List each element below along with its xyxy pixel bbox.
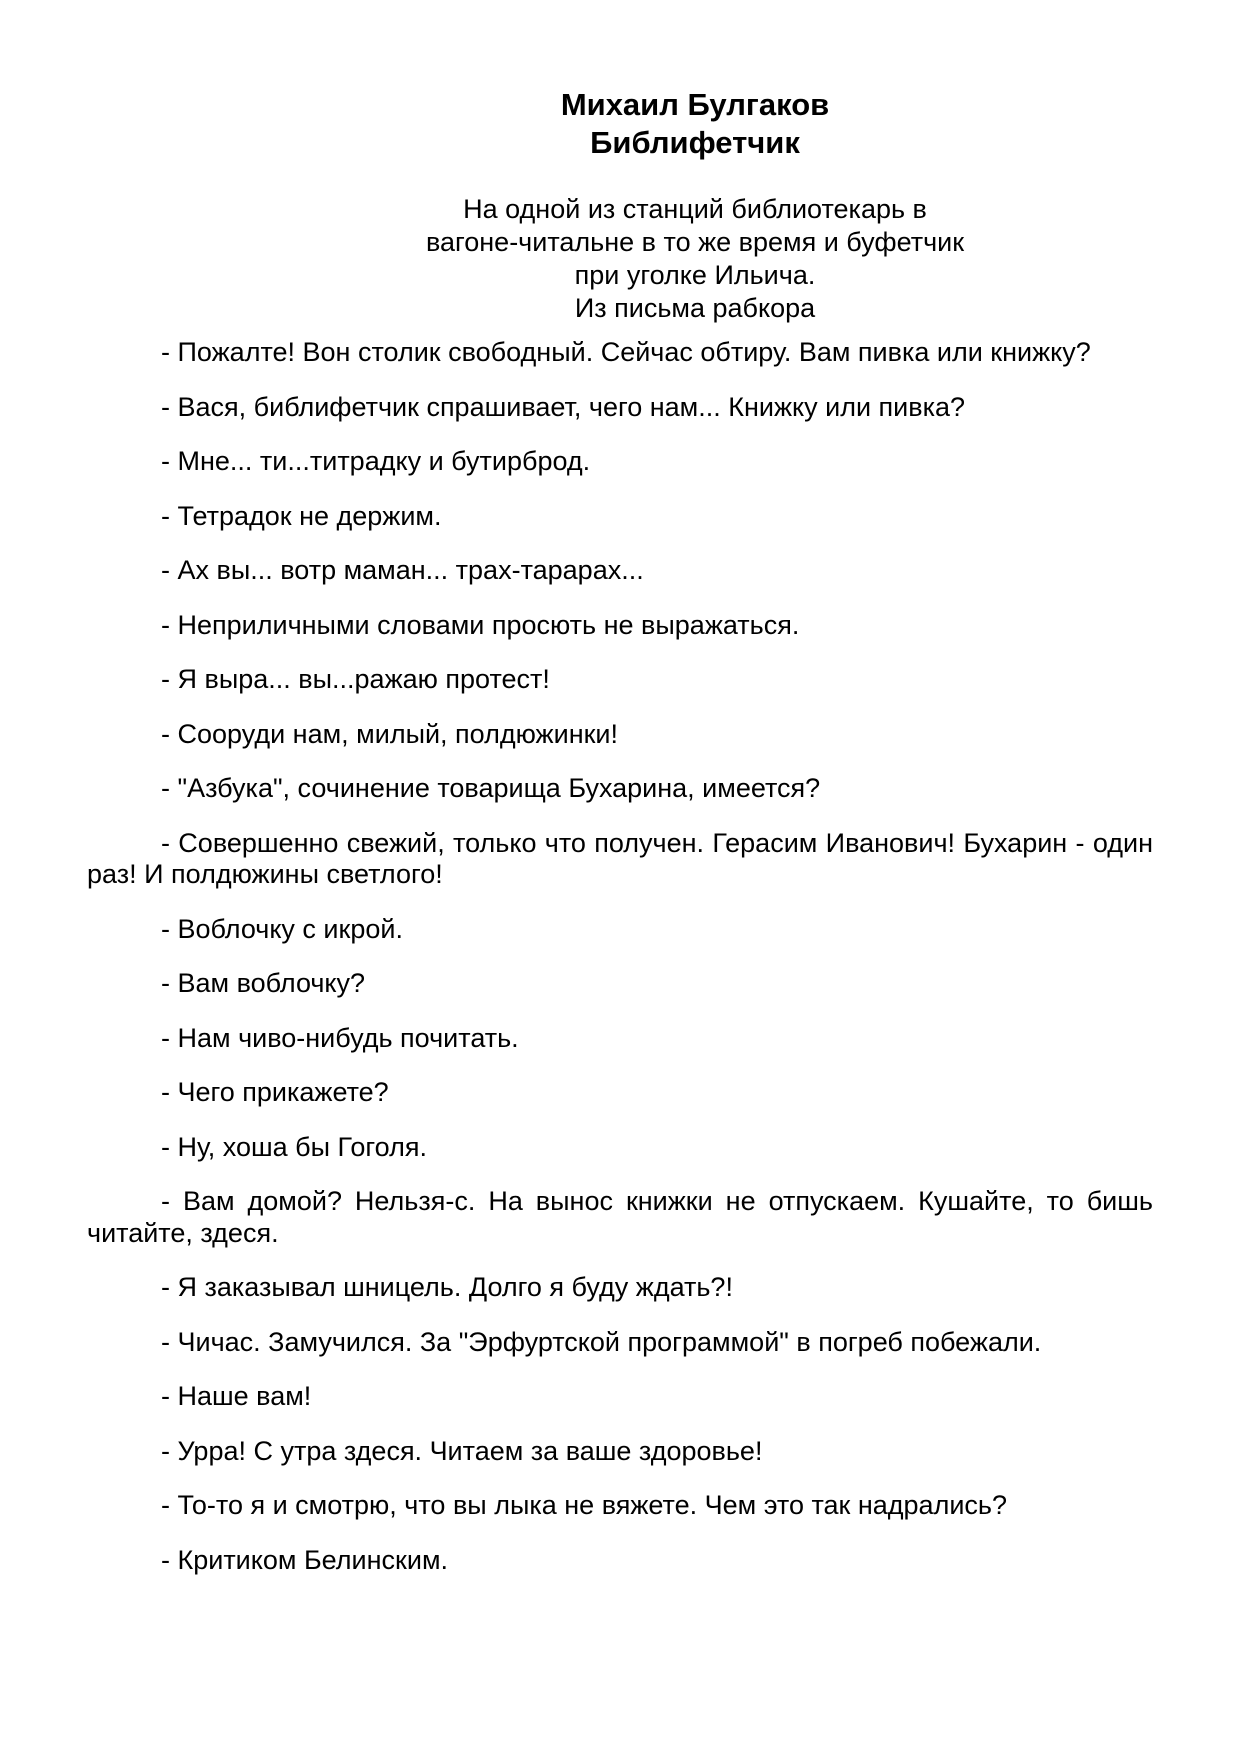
dialogue-line: - Вам воблочку? <box>161 968 366 998</box>
dialogue-line: - Мне... ти...титрадку и бутирброд. <box>161 446 591 476</box>
dialogue-line: - "Азбука", сочинение товарища Бухарина, имеется? <box>161 773 821 803</box>
dialogue-line: - Урра! С утра здеся. Читаем за ваше здоровье! <box>161 1435 763 1466</box>
dialogue-line: - Воблочку с икрой. <box>161 913 403 944</box>
dialogue-line: - Чичас. Замучился. За "Эрфуртской программой" в погреб побежали. <box>161 1326 1042 1357</box>
dialogue-line: - Вам домой? Нельзя-с. На вынос книжки не отпускаем. Кушайте, то бишь читайте, здеся. <box>87 1186 1153 1248</box>
epigraph-line: На одной из станций библиотекарь в <box>463 194 927 224</box>
dialogue-line: - Я заказывал шницель. Долго я буду ждать?! <box>161 1272 733 1302</box>
document-header <box>395 86 995 162</box>
dialogue-line: - То-то я и смотрю, что вы лыка не вяжете. Чем это так надрались? <box>161 1490 1007 1520</box>
dialogue-line: - Неприличными словами просють не выражаться. <box>161 609 800 640</box>
author-name: Михаил Булгаков <box>560 87 830 122</box>
story-body <box>87 337 1153 1576</box>
dialogue-line: - Чего прикажете? <box>161 1077 389 1107</box>
dialogue-line: - Критиком Белинским. <box>161 1544 449 1575</box>
epigraph-source: Из письма рабкора <box>574 293 816 323</box>
dialogue-line: - Вася, библифетчик спрашивает, чего нам... Книжку или пивка? <box>161 391 966 422</box>
dialogue-line: - Ну, хоша бы Гоголя. <box>161 1131 427 1162</box>
epigraph-line: при уголке Ильича. <box>574 260 816 290</box>
epigraph <box>395 193 995 325</box>
story-title: Библифетчик <box>590 125 800 160</box>
dialogue-line: - Я выра... вы...ражаю протест! <box>161 664 550 694</box>
dialogue-line: - Сооруди нам, милый, полдюжинки! <box>161 718 619 749</box>
epigraph-line: вагоне-читальне в то же время и буфетчик <box>425 227 965 257</box>
dialogue-line: - Нам чиво-нибудь почитать. <box>161 1022 519 1053</box>
dialogue-line: - Пожалте! Вон столик свободный. Сейчас обтиру. Вам пивка или книжку? <box>161 337 1091 367</box>
dialogue-line: - Наше вам! <box>161 1381 312 1411</box>
dialogue-line: - Совершенно свежий, только что получен. Герасим Иванович! Бухарин - один раз! И полдюжины светлого! <box>87 827 1153 889</box>
dialogue-line: - Тетрадок не держим. <box>161 500 442 531</box>
dialogue-line: - Ах вы... вотр маман... трах-тарарах... <box>161 555 644 585</box>
